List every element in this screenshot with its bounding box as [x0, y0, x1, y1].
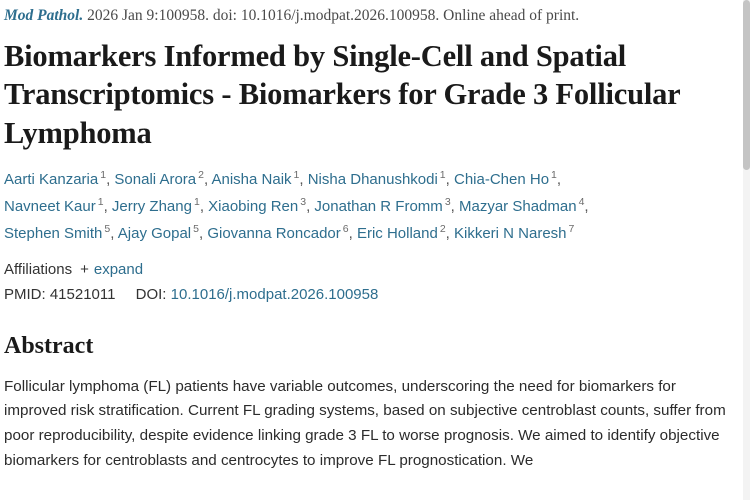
- author-entry: Mazyar Shadman $^4$,: [459, 195, 589, 215]
- identifiers-row: [4, 286, 736, 303]
- author-entry: Jerry Zhang $^1$,: [111, 195, 204, 215]
- author-entry: Xiaobing Ren $^3$,: [208, 195, 311, 215]
- author-entry: Navneet Kaur $^1$,: [4, 195, 108, 215]
- author-link[interactable]: Chia-Chen Ho: [453, 171, 550, 189]
- author-affiliation-marker[interactable]: 4: [578, 195, 585, 208]
- author-link[interactable]: Xiaobing Ren: [208, 197, 299, 215]
- expand-affiliations-button[interactable]: [80, 261, 143, 278]
- author-affiliation-marker[interactable]: 2: [439, 222, 446, 235]
- author-entry: Stephen Smith $^5$,: [4, 222, 115, 242]
- affiliations-row: [4, 261, 736, 278]
- author-link[interactable]: Ajay Gopal: [117, 224, 192, 242]
- author-affiliation-marker[interactable]: 3: [444, 195, 451, 208]
- pmid-value: 41521011: [49, 285, 116, 303]
- author-entry: Ajay Gopal $^5$,: [117, 222, 204, 242]
- expand-label: expand: [93, 260, 144, 278]
- author-affiliation-marker[interactable]: 1: [100, 169, 107, 182]
- author-entry: Sonali Arora $^2$,: [114, 169, 209, 189]
- author-entry: Aarti Kanzaria $^1$,: [4, 169, 111, 189]
- author-link[interactable]: Jonathan R Fromm: [314, 197, 443, 215]
- author-affiliation-marker[interactable]: 2: [198, 169, 204, 182]
- author-link[interactable]: Navneet Kaur: [4, 197, 96, 215]
- author-link[interactable]: Anisha Naik: [211, 171, 292, 189]
- author-list: [4, 166, 736, 246]
- author-affiliation-marker[interactable]: 1: [97, 195, 104, 208]
- author-affiliation-marker[interactable]: 1: [293, 169, 300, 182]
- author-entry: Nisha Dhanushkodi $^1$,: [307, 169, 450, 189]
- citation-line: [4, 6, 736, 27]
- author-affiliation-marker[interactable]: 5: [193, 222, 199, 235]
- author-affiliation-marker[interactable]: 6: [342, 222, 349, 235]
- author-affiliation-marker[interactable]: 5: [104, 222, 111, 235]
- scrollbar[interactable]: [743, 0, 750, 500]
- plus-icon: +: [80, 260, 89, 278]
- abstract-heading: Abstract: [4, 332, 94, 359]
- doi-label: DOI:: [135, 285, 167, 303]
- author-link[interactable]: Mazyar Shadman: [459, 197, 577, 215]
- author-entry: Chia-Chen Ho $^1$,: [453, 169, 562, 189]
- author-affiliation-marker[interactable]: 1: [439, 169, 446, 182]
- scrollbar-thumb[interactable]: [743, 0, 750, 170]
- author-link[interactable]: Aarti Kanzaria: [4, 171, 99, 189]
- author-affiliation-marker[interactable]: 1: [551, 169, 557, 182]
- author-entry: Giovanna Roncador $^6$,: [207, 222, 353, 242]
- author-affiliation-marker[interactable]: 3: [300, 195, 307, 208]
- page-title: Biomarkers Informed by Single-Cell and Spatial Transcriptomics - Biomarkers for Grade 3 Follicular Lymphoma: [4, 38, 680, 150]
- author-entry: Eric Holland $^2$,: [356, 222, 450, 242]
- author-link[interactable]: Giovanna Roncador: [207, 224, 341, 242]
- citation-details: 2026 Jan 9:100958. doi: 10.1016/j.modpat.2026.100958. Online ahead of print.: [83, 7, 580, 24]
- author-link[interactable]: Kikkeri N Naresh: [454, 224, 567, 242]
- author-link[interactable]: Jerry Zhang: [111, 197, 192, 215]
- author-link[interactable]: Eric Holland: [356, 224, 438, 242]
- author-entry: [454, 222, 575, 242]
- author-link[interactable]: Stephen Smith: [4, 224, 103, 242]
- journal-link[interactable]: Mod Pathol.: [4, 7, 84, 24]
- affiliations-label: Affiliations: [4, 260, 73, 278]
- author-link[interactable]: Nisha Dhanushkodi: [307, 171, 438, 189]
- pmid-label: PMID:: [4, 285, 46, 303]
- author-link[interactable]: Sonali Arora: [114, 171, 197, 189]
- author-affiliation-marker[interactable]: 7: [568, 222, 575, 235]
- author-affiliation-marker[interactable]: 1: [193, 195, 200, 208]
- doi-link[interactable]: 10.1016/j.modpat.2026.100958: [170, 285, 379, 303]
- author-entry: Anisha Naik $^1$,: [211, 169, 304, 189]
- abstract-text: Follicular lymphoma (FL) patients have variable outcomes, underscoring the need for biomarkers for improved risk stratification. Current FL grading systems, based on subjective centroblast counts, suffer from poor reproducibility, despite evidence linking grade 3 FL to worse prognosis. We aimed to identify objective biomarkers for centroblasts and centrocytes to improve FL prognostication. We: [4, 377, 726, 469]
- author-entry: Jonathan R Fromm $^3$,: [314, 195, 455, 215]
